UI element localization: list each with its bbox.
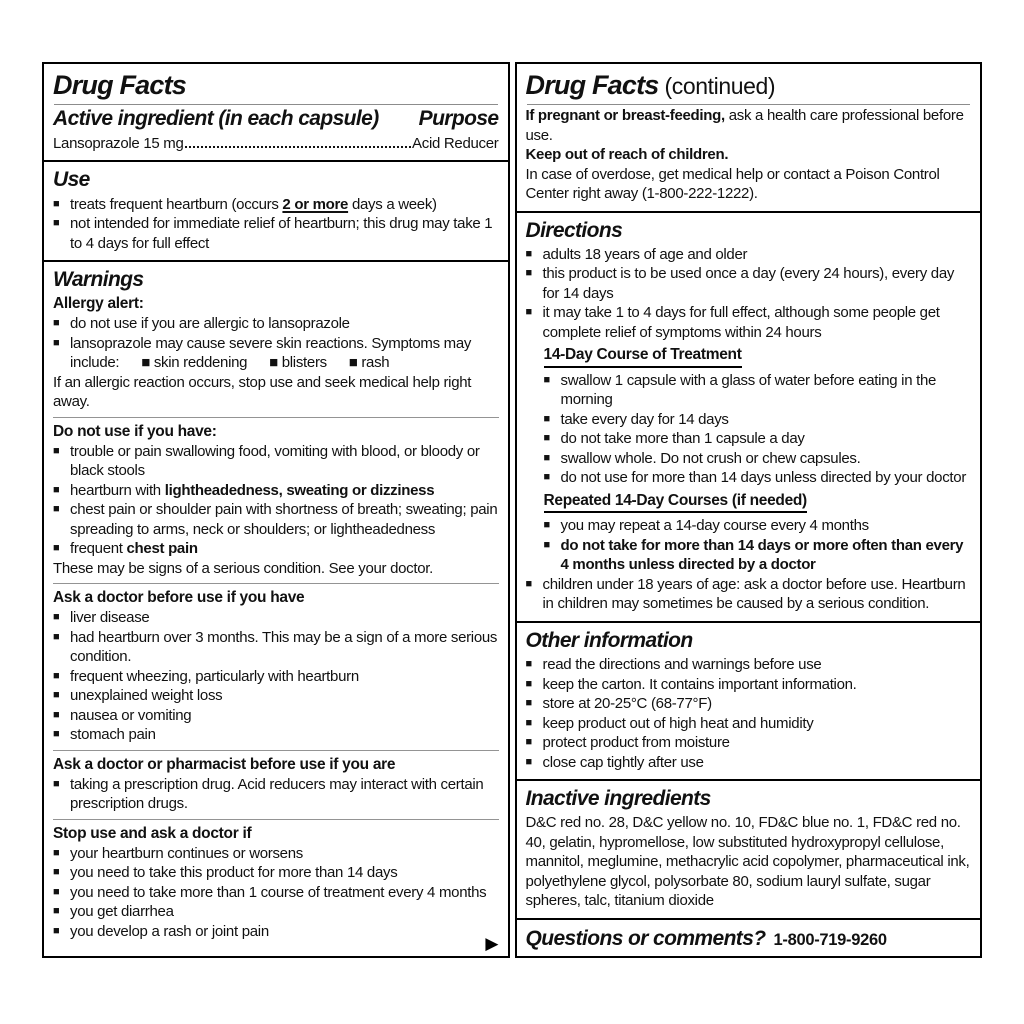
list-item [526, 264, 972, 303]
item-text [70, 922, 499, 942]
ingredient-name: Lansoprazole 15 mg [53, 135, 184, 153]
text-run: 2 or more [282, 195, 349, 213]
list-item [544, 429, 972, 449]
ask-doctor-subsection [53, 588, 499, 745]
text-run: you develop a rash or joint pain [70, 922, 269, 940]
text-run: These may be signs of a serious condition. See your doctor. [53, 559, 434, 577]
text-run: children under 18 years of age: ask a doctor before use. Heartburn in children may sometimes be caused by a serious condition. [542, 575, 966, 613]
other-information-heading: Other information [525, 628, 693, 652]
text-run: taking a prescription drug. Acid reducers may interact with certain prescription drugs. [70, 775, 484, 813]
do-not-use-subsection [53, 422, 499, 579]
text-run: you get diarrhea [70, 903, 174, 921]
text-run: Keep out of reach of children. [525, 146, 729, 164]
text-run: it may take 1 to 4 days for full effect, although some people get complete relief of symptoms within 24 hours [542, 304, 940, 341]
sub-heading [544, 345, 972, 368]
text-run: heartburn with [70, 481, 165, 499]
text-run: unexplained weight loss [70, 687, 223, 705]
list-item [544, 371, 972, 410]
warnings-heading: Warnings [53, 268, 144, 292]
item-text [543, 245, 972, 265]
list-item [53, 481, 499, 501]
text-run: do not use for more than 14 days unless directed by your doctor [560, 469, 967, 487]
bullet-icon: ■ [53, 444, 60, 457]
item-text [543, 675, 972, 695]
directions-heading: Directions [525, 218, 623, 242]
inactive-ingredients-section [517, 779, 981, 918]
bullet-icon: ■ [53, 503, 60, 516]
list-item [544, 516, 972, 536]
list-item [544, 468, 972, 488]
list-item [53, 686, 499, 706]
stop-use-label: Stop use and ask a doctor if [53, 824, 252, 842]
text-run: adults 18 years of age and older [542, 245, 748, 263]
text-run: In case of overdose, get medical help or contact a Poison Control Center right away (1-800-222-1222). [525, 165, 940, 203]
text-run: you need to take more than 1 course of treatment every 4 months [70, 883, 487, 901]
item-text [70, 686, 499, 706]
bullet-icon: ■ [525, 658, 533, 671]
bullet-icon: ■ [53, 885, 60, 898]
bullet-icon: ■ [543, 432, 551, 445]
list-item [53, 667, 499, 687]
text-run: ask a health care professional before use. [525, 107, 964, 144]
bullet-icon: ■ [53, 317, 60, 330]
drug-facts-continued-title-text: Drug Facts [525, 70, 659, 100]
list-item [53, 608, 499, 628]
list-item [526, 145, 972, 165]
item-text [70, 608, 499, 628]
text-run: take every day for 14 days [560, 410, 729, 428]
item-text [543, 655, 972, 675]
bullet-icon: ■ [53, 708, 60, 721]
item-text [70, 706, 499, 726]
bullet-icon: ■ [525, 716, 533, 729]
bullet-icon: ■ [53, 630, 60, 643]
item-text [70, 500, 499, 539]
list-item [544, 536, 972, 575]
text-run: swallow whole. Do not crush or chew capsules. [560, 449, 861, 467]
bullet-icon: ■ [53, 217, 60, 230]
active-ingredient-heading: Active ingredient (in each capsule) [53, 107, 379, 131]
item-text [544, 345, 972, 368]
list-item [53, 725, 499, 745]
use-section [44, 160, 508, 260]
text-run: trouble or pain swallowing food, vomiting with blood, or bloody or black stools [70, 442, 480, 480]
bullet-icon: ■ [53, 728, 60, 741]
inactive-ingredients-heading: Inactive ingredients [525, 787, 711, 811]
list-item [53, 559, 499, 579]
allergy-alert-subsection [53, 294, 499, 412]
purpose-heading: Purpose [418, 107, 499, 131]
list-item [526, 655, 972, 675]
bullet-icon: ■ [525, 577, 533, 590]
list-item [526, 753, 972, 773]
bullet-icon: ■ [53, 542, 60, 555]
inactive-ingredients-text: D&C red no. 28, D&C yellow no. 10, FD&C blue no. 1, FD&C red no. 40, gelatin, hypromellose, low substituted hydroxypropyl cellulose, mannitol, meglumine, methacrylic acid copolymer, pharmaceutical ink, polyethylene glycol, polysorbate 80, sodium lauryl sulfate, sugar spheres, talc, titanium dioxide [525, 814, 970, 910]
ask-doctor-pharmacist-label: Ask a doctor or pharmacist before use if you are [53, 755, 396, 773]
text-run: frequent [70, 540, 127, 558]
dot-leader [185, 145, 412, 148]
list-item [53, 195, 499, 215]
bullet-icon: ■ [543, 373, 551, 386]
stop-use-subsection [53, 824, 499, 942]
bullet-icon: ■ [543, 471, 551, 484]
item-text [70, 844, 499, 864]
list-item [53, 863, 499, 883]
text-run: close cap tightly after use [542, 753, 704, 771]
text-run: your heartburn continues or worsens [70, 844, 303, 862]
text-run: do not take for more than 14 days or more often than every 4 months unless directed by a doctor [560, 536, 964, 574]
text-run: nausea or vomiting [70, 706, 192, 724]
list-item [526, 714, 972, 734]
directions-items [526, 245, 972, 614]
item-text [526, 145, 972, 165]
continued-arrow-icon: ▶ [485, 934, 499, 953]
bullet-icon: ■ [525, 247, 533, 260]
text-run: you need to take this product for more than 14 days [70, 864, 398, 882]
warnings-section [44, 260, 508, 956]
drug-facts-title: Drug Facts [53, 70, 187, 100]
bullet-icon: ■ [53, 846, 60, 859]
bullet-icon: ■ [525, 755, 533, 768]
bullet-icon: ■ [53, 336, 60, 349]
item-text [70, 902, 499, 922]
questions-phone-number: 1-800-719-9260 [773, 930, 887, 949]
ask-doctor-pharmacist-subsection [53, 755, 499, 814]
list-item [53, 844, 499, 864]
list-item [53, 883, 499, 903]
list-item [526, 303, 972, 342]
list-item [526, 245, 972, 265]
item-text [70, 775, 499, 814]
active-ingredient-row [53, 134, 499, 153]
list-item [53, 902, 499, 922]
allergy-alert-label: Allergy alert: [53, 295, 144, 313]
text-run: do not take more than 1 capsule a day [560, 430, 805, 448]
left-title-and-active-ingredient-section [44, 64, 508, 160]
right-title-and-pregnancy-section [517, 64, 981, 211]
text-run: Repeated 14-Day Courses (if needed) [544, 491, 807, 514]
item-text [561, 410, 972, 430]
bullet-icon: ■ [53, 669, 60, 682]
bullet-icon: ■ [53, 924, 60, 937]
questions-section [517, 918, 981, 957]
drug-facts-continued-title [526, 69, 972, 99]
item-text [561, 468, 972, 488]
item-text [561, 371, 972, 410]
directions-section [517, 211, 981, 621]
bullet-icon: ■ [53, 689, 60, 702]
text-run: If pregnant or breast-feeding, [525, 107, 725, 125]
title-rule [54, 104, 498, 105]
text-run: keep product out of high heat and humidity [542, 714, 814, 732]
item-text [70, 883, 499, 903]
bullet-icon: ■ [53, 483, 60, 496]
item-text [70, 539, 499, 559]
text-run: lansoprazole may cause severe skin reactions. Symptoms may include: ■ skin reddening ■ blisters ■ rash [70, 334, 472, 372]
ask-doctor-label: Ask a doctor before use if you have [53, 589, 305, 607]
item-text [526, 106, 972, 145]
drug-facts-label [42, 62, 982, 958]
list-item [526, 165, 972, 204]
item-text [70, 195, 499, 215]
text-run: not intended for immediate relief of heartburn; this drug may take 1 to 4 days for full effect [70, 215, 493, 252]
list-item [53, 539, 499, 559]
text-run: frequent wheezing, particularly with heartburn [70, 667, 359, 685]
list-item [53, 314, 499, 334]
text-run: 14-Day Course of Treatment [544, 345, 742, 368]
item-text [561, 516, 972, 536]
item-text [70, 334, 499, 373]
right-panel [515, 62, 983, 958]
list-item [526, 694, 972, 714]
text-run: treats frequent heartburn (occurs [70, 195, 283, 213]
list-item [53, 628, 499, 667]
text-run: stomach pain [70, 726, 156, 744]
divider [53, 819, 499, 820]
use-heading: Use [53, 168, 90, 192]
questions-heading: Questions or comments? [525, 926, 766, 950]
text-run: liver disease [70, 609, 150, 627]
text-run: swallow 1 capsule with a glass of water before eating in the morning [560, 371, 937, 409]
list-item [53, 706, 499, 726]
list-item [53, 922, 499, 942]
bullet-icon: ■ [543, 451, 551, 464]
do-not-use-label: Do not use if you have: [53, 422, 217, 440]
text-run: chest pain [126, 540, 198, 558]
bullet-icon: ■ [543, 538, 551, 551]
text-run: chest pain or shoulder pain with shortness of breath; sweating; pain spreading to arms, neck or shoulders; or lightheadedness [70, 501, 498, 538]
bullet-icon: ■ [53, 777, 60, 790]
list-item [53, 775, 499, 814]
list-item [526, 733, 972, 753]
bullet-icon: ■ [53, 197, 60, 210]
item-text [70, 314, 499, 334]
left-panel [42, 62, 510, 958]
item-text [543, 714, 972, 734]
list-item [53, 334, 499, 373]
item-text [543, 753, 972, 773]
text-run: protect product from moisture [542, 734, 730, 752]
item-text [544, 491, 972, 514]
bullet-icon: ■ [53, 866, 60, 879]
text-run: do not use if you are allergic to lansoprazole [70, 315, 350, 333]
item-text [53, 373, 499, 412]
item-text [543, 264, 972, 303]
item-text [53, 559, 499, 579]
item-text [543, 694, 972, 714]
item-text [70, 442, 499, 481]
text-run: you may repeat a 14-day course every 4 months [560, 517, 869, 535]
text-run: days a week) [348, 195, 437, 213]
list-item [53, 214, 499, 253]
ingredient-purpose: Acid Reducer [412, 135, 499, 153]
bullet-icon: ■ [53, 611, 60, 624]
item-text [70, 214, 499, 253]
item-text [543, 303, 972, 342]
list-item [544, 449, 972, 469]
item-text [543, 733, 972, 753]
item-text [561, 449, 972, 469]
list-item [526, 575, 972, 614]
list-item [53, 442, 499, 481]
other-information-items [526, 655, 972, 772]
item-text [561, 536, 972, 575]
sub-heading [544, 491, 972, 514]
bullet-icon: ■ [525, 697, 533, 710]
list-item [53, 373, 499, 412]
bullet-icon: ■ [543, 412, 551, 425]
item-text [70, 628, 499, 667]
divider [53, 417, 499, 418]
bullet-icon: ■ [525, 736, 533, 749]
list-item [544, 410, 972, 430]
item-text [543, 575, 972, 614]
other-information-section [517, 621, 981, 779]
use-items [53, 195, 499, 254]
list-item [53, 500, 499, 539]
item-text [70, 863, 499, 883]
item-text [526, 165, 972, 204]
text-run: this product is to be used once a day (every 24 hours), every day for 14 days [542, 265, 955, 302]
text-run: had heartburn over 3 months. This may be a sign of a more serious condition. [70, 628, 498, 666]
pregnancy-warning-items [526, 106, 972, 204]
bullet-icon: ■ [53, 905, 60, 918]
text-run: If an allergic reaction occurs, stop use and seek medical help right away. [53, 373, 472, 411]
title-rule [527, 104, 971, 105]
item-text [70, 667, 499, 687]
bullet-icon: ■ [525, 267, 533, 280]
text-run: store at 20-25°C (68-77°F) [542, 695, 712, 713]
bullet-icon: ■ [525, 677, 533, 690]
text-run: read the directions and warnings before use [542, 656, 822, 674]
text-run: lightheadedness, sweating or dizziness [164, 481, 435, 499]
list-item [526, 106, 972, 145]
bullet-icon: ■ [525, 306, 533, 319]
list-item [526, 675, 972, 695]
item-text [70, 725, 499, 745]
item-text [70, 481, 499, 501]
continued-suffix: (continued) [658, 73, 776, 99]
item-text [561, 429, 972, 449]
text-run: keep the carton. It contains important information. [542, 675, 857, 693]
bullet-icon: ■ [543, 519, 551, 532]
divider [53, 583, 499, 584]
divider [53, 750, 499, 751]
